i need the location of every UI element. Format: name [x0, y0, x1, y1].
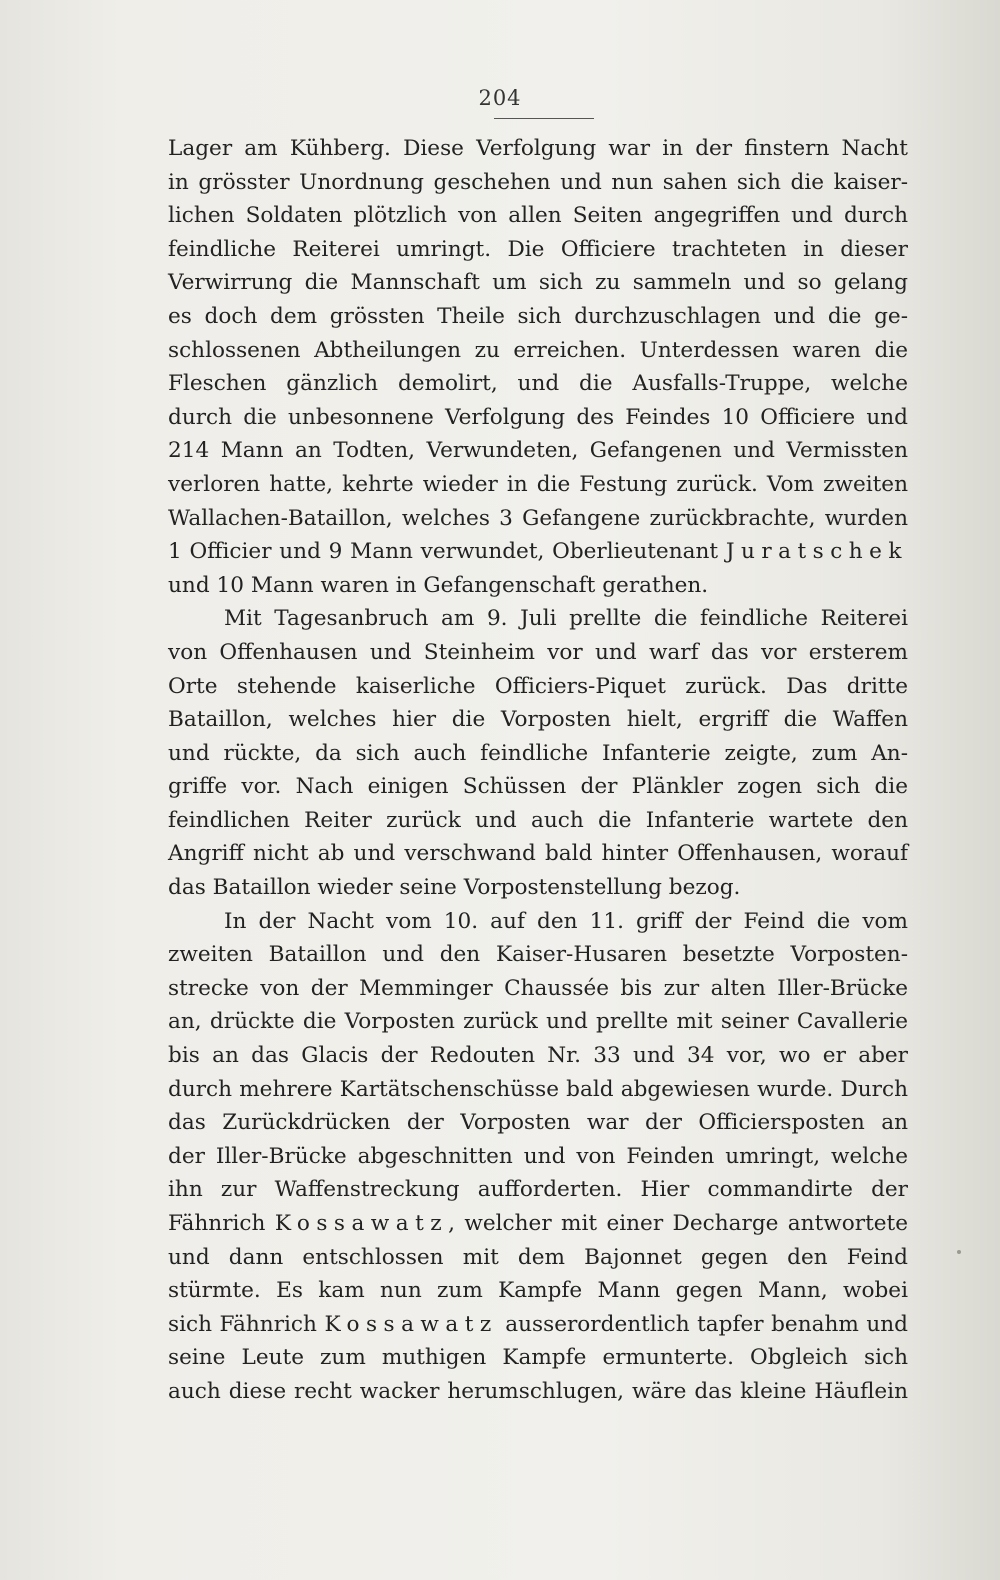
text-line: Mit Tagesanbruch am 9. Juli prellte die feindliche Reiterei: [224, 606, 908, 632]
text-line: Angriff nicht ab und verschwand bald hinter Offenhausen, worauf: [168, 841, 908, 867]
header-rule: [494, 118, 594, 119]
text-line: verloren hatte, kehrte wieder in die Festung zurück. Vom zweiten: [168, 471, 908, 497]
text-line: der Iller-Brücke abgeschnitten und von Feinden umringt, welche: [168, 1143, 908, 1169]
text-line: sich Fähnrich Kossawatz ausserordentlich tapfer benahm und: [168, 1311, 909, 1337]
spaced-name: Juratschek: [725, 539, 908, 565]
text-line: und 10 Mann waren in Gefangenschaft gerathen.: [168, 572, 709, 598]
text-line: Bataillon, welches hier die Vorposten hielt, ergriff die Waffen: [168, 707, 908, 733]
text-line: 214 Mann an Todten, Verwundeten, Gefangenen und Vermissten: [168, 438, 908, 464]
text-line: In der Nacht vom 10. auf den 11. griff der Feind die vom: [224, 908, 908, 934]
text-line: durch die unbesonnene Verfolgung des Feindes 10 Officiere und: [168, 404, 908, 430]
spaced-name: Kossawatz: [274, 1211, 449, 1236]
text-line: von Offenhausen und Steinheim vor und warf das vor ersterem: [168, 639, 908, 665]
text-line: das Bataillon wieder seine Vorpostenstellung bezog.: [168, 875, 741, 901]
text-line: lichen Soldaten plötzlich von allen Seiten angegriffen und durch: [168, 203, 908, 229]
text-line: 1 Officier und 9 Mann verwundet, Oberlieutenant Juratschek: [168, 539, 908, 565]
text-line: und dann entschlossen mit dem Bajonnet gegen den Feind: [168, 1244, 908, 1270]
text-line: feindliche Reiterei umringt. Die Officiere trachteten in dieser: [168, 236, 908, 262]
text-line: Wallachen-Bataillon, welches 3 Gefangene zurückbrachte, wurden: [168, 505, 908, 531]
text-line: und rückte, da sich auch feindliche Infanterie zeigte, zum An-: [168, 740, 908, 766]
text-line: stürmte. Es kam nun zum Kampfe Mann gegen Mann, wobei: [168, 1278, 908, 1304]
text-line: durch mehrere Kartätschenschüsse bald abgewiesen wurde. Durch: [168, 1076, 908, 1102]
text-line: bis an das Glacis der Redouten Nr. 33 und 34 vor, wo er aber: [168, 1043, 908, 1069]
text-line: es doch dem grössten Theile sich durchzuschlagen und die ge-: [168, 303, 908, 329]
text-line: strecke von der Memminger Chaussée bis zur alten Iller-Brücke: [168, 975, 908, 1001]
text-line: Fleschen gänzlich demolirt, und die Ausfalls-Truppe, welche: [168, 371, 908, 397]
paper-speck: [957, 1250, 961, 1254]
text-line: schlossenen Abtheilungen zu erreichen. Unterdessen waren die: [168, 337, 908, 363]
text-line: zweiten Bataillon und den Kaiser-Husaren besetzte Vorposten-: [168, 942, 908, 968]
text-line: auch diese recht wacker herumschlugen, wäre das kleine Häuflein: [168, 1378, 908, 1404]
body-text: [168, 132, 908, 1409]
text-line: das Zurückdrücken der Vorposten war der Officiersposten an: [168, 1110, 908, 1136]
spaced-name: Kossawatz: [324, 1311, 498, 1337]
text-line: seine Leute zum muthigen Kampfe ermunterte. Obgleich sich: [168, 1345, 908, 1371]
page-number: 204: [478, 86, 522, 110]
text-line: in grösster Unordnung geschehen und nun sahen sich die kaiser-: [168, 169, 908, 195]
text-line: Orte stehende kaiserliche Officiers-Piquet zurück. Das dritte: [168, 673, 908, 699]
text-line: griffe vor. Nach einigen Schüssen der Plänkler zogen sich die: [168, 774, 908, 800]
text-line: Fähnrich Kossawatz, welcher mit einer Decharge antwortete: [168, 1211, 908, 1236]
text-line: feindlichen Reiter zurück und auch die Infanterie wartete den: [168, 807, 908, 833]
text-line: Verwirrung die Mannschaft um sich zu sammeln und so gelang: [168, 270, 908, 296]
text-line: ihn zur Waffenstreckung aufforderten. Hier commandirte der: [168, 1177, 908, 1203]
text-line: Lager am Kühberg. Diese Verfolgung war in der finstern Nacht: [168, 136, 908, 161]
text-line: an, drückte die Vorposten zurück und prellte mit seiner Cavallerie: [168, 1009, 908, 1035]
